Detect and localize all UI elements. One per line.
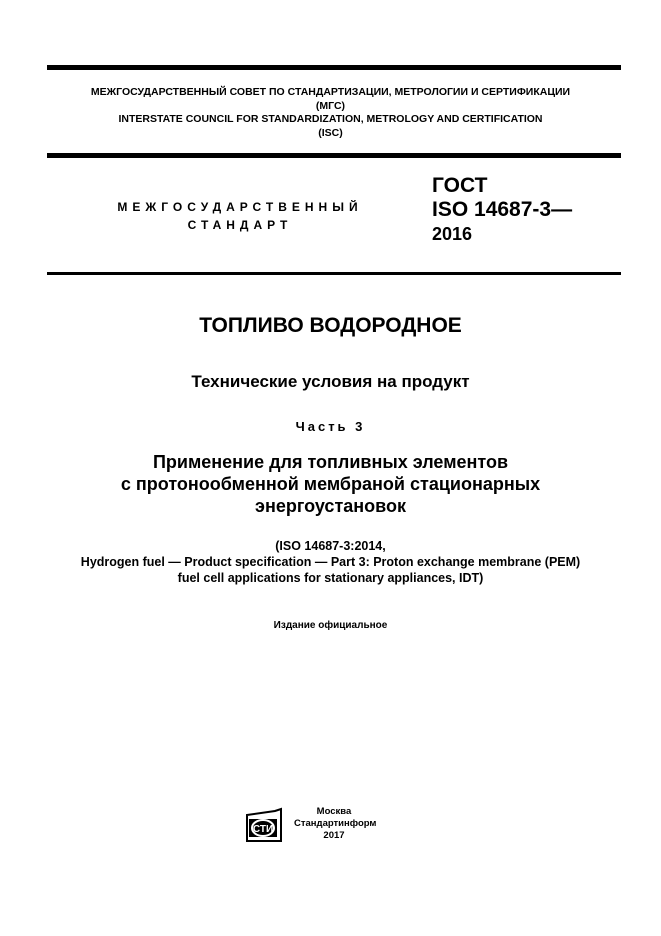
document-title: ТОПЛИВО ВОДОРОДНОЕ bbox=[199, 314, 462, 337]
standard-type-line1: МЕЖГОСУДАРСТВЕННЫЙ bbox=[117, 200, 363, 214]
publisher-logo bbox=[245, 807, 285, 843]
middle-rule bbox=[47, 153, 621, 158]
council-en-abbr: (ISC) bbox=[318, 126, 343, 139]
standard-type-line2: СТАНДАРТ bbox=[187, 218, 293, 232]
publisher-city: Москва bbox=[316, 806, 352, 817]
publisher-name: Стандартинформ bbox=[294, 818, 377, 829]
iso-reference bbox=[0, 538, 661, 586]
council-header bbox=[0, 86, 661, 140]
designation bbox=[432, 174, 572, 246]
svg-text:СТИ: СТИ bbox=[252, 824, 274, 835]
designation-iso: ISO 14687-3— bbox=[432, 198, 573, 221]
iso-reference-line: Hydrogen fuel — Product specification — Part 3: Proton exchange membrane (PEM) bbox=[80, 555, 581, 569]
council-en: INTERSTATE COUNCIL FOR STANDARDIZATION, METROLOGY AND CERTIFICATION bbox=[118, 113, 543, 125]
part-title bbox=[0, 451, 661, 517]
part-number: Часть 3 bbox=[295, 419, 366, 434]
part-title-line: с протонообменной мембраной стационарных bbox=[120, 474, 541, 494]
bottom-rule bbox=[47, 272, 621, 275]
publisher-year: 2017 bbox=[323, 830, 345, 841]
publisher-info bbox=[294, 806, 377, 842]
top-rule bbox=[47, 65, 621, 70]
part-title-line: Применение для топливных элементов bbox=[152, 452, 509, 472]
council-ru: МЕЖГОСУДАРСТВЕННЫЙ СОВЕТ ПО СТАНДАРТИЗАЦИИ, МЕТРОЛОГИИ И СЕРТИФИКАЦИИ bbox=[90, 86, 571, 98]
iso-reference-line: fuel cell applications for stationary appliances, IDT) bbox=[177, 571, 484, 585]
designation-gost: ГОСТ bbox=[432, 174, 488, 197]
edition-note: Издание официальное bbox=[273, 620, 388, 631]
standard-type bbox=[100, 198, 380, 234]
iso-reference-line: (ISO 14687-3:2014, bbox=[275, 539, 386, 553]
designation-year: 2016 bbox=[432, 224, 473, 244]
document-subtitle: Технические условия на продукт bbox=[191, 372, 470, 391]
part-title-line: энергоустановок bbox=[255, 496, 406, 516]
council-ru-abbr: (МГС) bbox=[315, 99, 346, 112]
